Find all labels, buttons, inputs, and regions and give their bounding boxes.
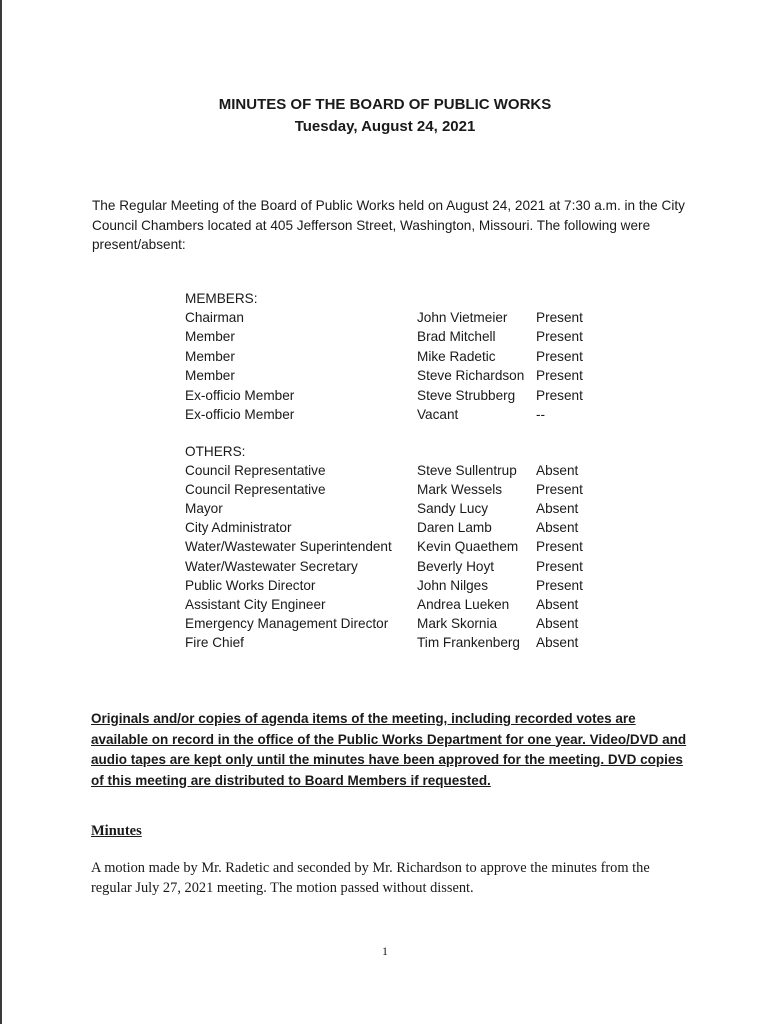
attendance-status: Present (536, 329, 583, 345)
attendance-status: Present (536, 348, 583, 364)
attendance-status: -- (536, 407, 546, 422)
attendance-status: Present (536, 558, 583, 574)
person-name: Vacant (417, 407, 459, 422)
intro-paragraph: The Regular Meeting of the Board of Public Works held on August 24, 2021 at 7:30 a.m. in the City Council Chambers located at 405 Jefferson Street, Washington, Missouri. The following were present/absent: (92, 198, 685, 252)
person-name: Tim Frankenberg (417, 634, 520, 650)
others-label: OTHERS: (185, 444, 246, 459)
person-name: Kevin Quaethem (417, 539, 519, 555)
records-notice: Originals and/or copies of agenda items of the meeting, including recorded votes are available on record in the office of the Public Works Department for one year. Video/DVD and audio tapes are kept only until the minutes have been approved for the meeting. DVD copies of this meeting are distributed to Board Members if requested. (91, 711, 687, 788)
person-name: Mike Radetic (417, 348, 496, 364)
attendance-status: Absent (536, 463, 579, 478)
role-title: Council Representative (185, 482, 326, 498)
person-name: Sandy Lucy (417, 501, 489, 517)
role-title: Member (185, 329, 235, 345)
meeting-date: Tuesday, August 24, 2021 (294, 118, 476, 135)
person-name: Steve Richardson (417, 368, 525, 384)
minutes-heading: Minutes (91, 823, 142, 839)
role-title: Member (185, 348, 235, 364)
role-title: Council Representative (185, 463, 326, 478)
role-title: Member (185, 368, 235, 384)
role-title: Ex-officio Member (185, 407, 295, 422)
attendance-status: Present (536, 310, 583, 325)
attendance-status: Present (536, 577, 583, 593)
role-title: Water/Wastewater Superintendent (185, 539, 392, 555)
role-title: Water/Wastewater Secretary (185, 558, 358, 574)
person-name: Mark Skornia (417, 615, 498, 631)
role-title: Assistant City Engineer (185, 596, 326, 612)
attendance-status: Absent (536, 501, 579, 517)
attendance-status: Present (536, 368, 583, 384)
person-name: Steve Sullentrup (417, 463, 517, 478)
person-name: Mark Wessels (417, 482, 503, 498)
role-title: Mayor (185, 501, 223, 517)
attendance-status: Absent (536, 615, 579, 631)
attendance-status: Absent (536, 634, 579, 650)
minutes-paragraph: A motion made by Mr. Radetic and seconded by Mr. Richardson to approve the minutes from the regular July 27, 2021 meeting. The motion passed without dissent. (91, 860, 650, 896)
person-name: Daren Lamb (417, 520, 492, 536)
attendance-status: Absent (536, 596, 579, 612)
person-name: Steve Strubberg (417, 387, 516, 403)
role-title: Ex-officio Member (185, 387, 295, 403)
attendance-status: Present (536, 482, 583, 498)
scan-edge-line (0, 0, 2, 1024)
person-name: Andrea Lueken (417, 596, 510, 612)
role-title: City Administrator (185, 520, 292, 536)
members-label: MEMBERS: (185, 291, 258, 306)
role-title: Fire Chief (185, 634, 244, 650)
person-name: Brad Mitchell (417, 329, 496, 345)
role-title: Emergency Management Director (185, 615, 389, 631)
document-title: MINUTES OF THE BOARD OF PUBLIC WORKS (218, 96, 552, 113)
attendance-status: Present (536, 387, 583, 403)
page-number: 1 (382, 944, 388, 958)
person-name: John Nilges (417, 577, 489, 593)
attendance-status: Absent (536, 520, 579, 536)
person-name: Beverly Hoyt (417, 558, 495, 574)
attendance-status: Present (536, 539, 583, 555)
role-title: Public Works Director (185, 577, 316, 593)
role-title: Chairman (185, 310, 244, 325)
person-name: John Vietmeier (417, 310, 508, 325)
